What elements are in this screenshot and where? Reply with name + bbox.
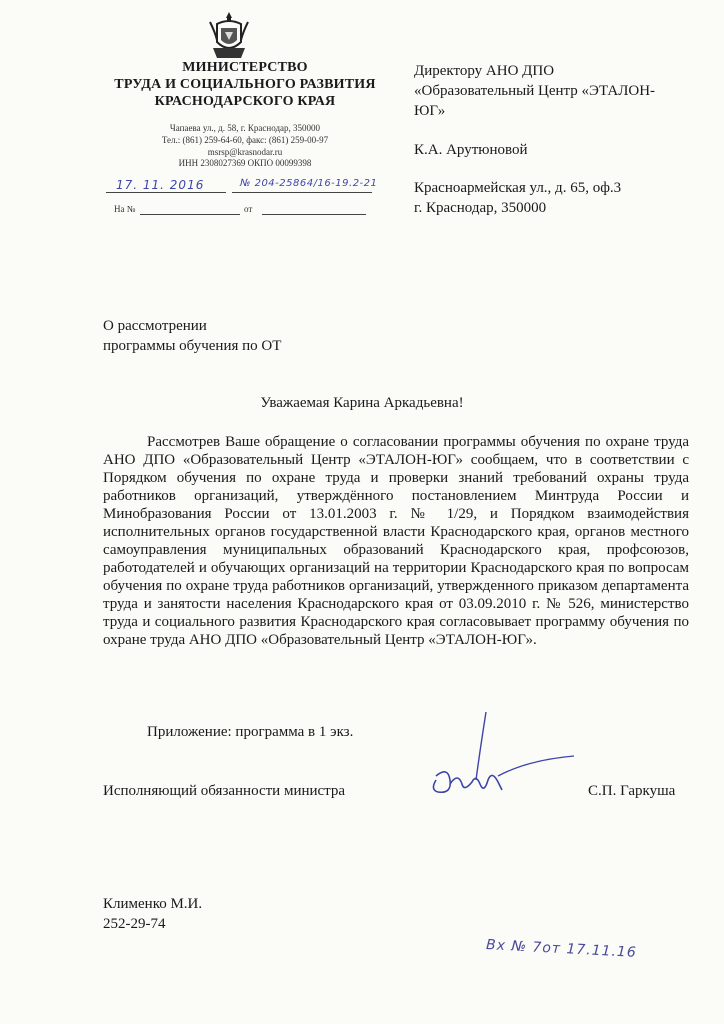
ref-date-label: от bbox=[244, 204, 253, 214]
handwritten-incoming-note: Вх № 7от 17.11.16 bbox=[485, 937, 638, 961]
body-paragraph: Рассмотрев Ваше обращение о согласовании программы обучения по охране труда АНО ДПО «Образовательный Центр «ЭТАЛОН-ЮГ» сообщаем, что в соответствии с Порядком обучения по охране труда и проверки знаний требований охраны труда работников организаций, утверждённого постановлением Минтруда России и Минобразования России от 13.01.2003 г. № 1/29, и Порядком взаимодействия исполнительных органов государственной власти Краснодарского края, органов местного самоуправления муниципальных образований Краснодарского края, профсоюзов, работодателей и обучающих организаций на территории Краснодарского края по вопросам обучения по охране труда работников организаций, утвержденного приказом департамента труда и занятости населения Краснодарского края от 03.09.2010 г. № 526, министерство труда и социального развития Краснодарского края согласовывает программу обучения по охране труда АНО ДПО «Образовательный Центр «ЭТАЛОН-ЮГ». bbox=[103, 434, 689, 648]
number-underline bbox=[232, 192, 372, 193]
ministry-title-line-2: ТРУДА И СОЦИАЛЬНОГО РАЗВИТИЯ bbox=[114, 77, 376, 92]
addressee-city: г. Краснодар, 350000 bbox=[414, 200, 547, 216]
registration-date: 17. 11. 2016 bbox=[116, 178, 205, 192]
ref-date-line bbox=[262, 214, 366, 215]
executor-phone: 252-29-74 bbox=[103, 916, 166, 932]
registration-number: № 204-25864/16-19.2-21 bbox=[240, 178, 378, 189]
handwritten-signature bbox=[428, 710, 578, 810]
ministry-phone: Тел.: (861) 259-64-60, факс: (861) 259-00-97 bbox=[161, 135, 329, 145]
addressee-line-2: «Образовательный Центр «ЭТАЛОН- bbox=[414, 83, 656, 99]
ref-number-label: На № bbox=[114, 204, 136, 214]
date-underline bbox=[106, 192, 226, 193]
signatory-name: С.П. Гаркуша bbox=[588, 783, 676, 799]
ref-number-line bbox=[140, 214, 240, 215]
coat-of-arms-emblem bbox=[207, 10, 251, 62]
signatory-role: Исполняющий обязанности министра bbox=[103, 783, 346, 799]
addressee-line-3: ЮГ» bbox=[414, 103, 446, 119]
addressee-line-1: Директору АНО ДПО bbox=[414, 63, 555, 79]
ministry-address: Чапаева ул., д. 58, г. Краснодар, 350000 bbox=[169, 123, 321, 133]
ministry-email: msrsp@krasnodar.ru bbox=[207, 147, 283, 157]
executor-name: Клименко М.И. bbox=[103, 896, 203, 912]
ministry-ids: ИНН 2308027369 ОКПО 00099398 bbox=[178, 158, 312, 168]
addressee-street: Красноармейская ул., д. 65, оф.3 bbox=[414, 180, 622, 196]
ministry-title-line-3: КРАСНОДАРСКОГО КРАЯ bbox=[154, 94, 336, 109]
subject-line-1: О рассмотрении bbox=[103, 318, 207, 334]
attachment-note: Приложение: программа в 1 экз. bbox=[147, 724, 354, 740]
letter-subject bbox=[103, 316, 281, 356]
letter-body bbox=[103, 433, 689, 649]
executor-block bbox=[103, 894, 202, 934]
subject-line-2: программы обучения по ОТ bbox=[103, 338, 282, 354]
ministry-title-line-1: МИНИСТЕРСТВО bbox=[182, 60, 308, 75]
greeting: Уважаемая Карина Аркадьевна! bbox=[260, 395, 464, 411]
addressee-person: К.А. Арутюновой bbox=[414, 142, 528, 158]
